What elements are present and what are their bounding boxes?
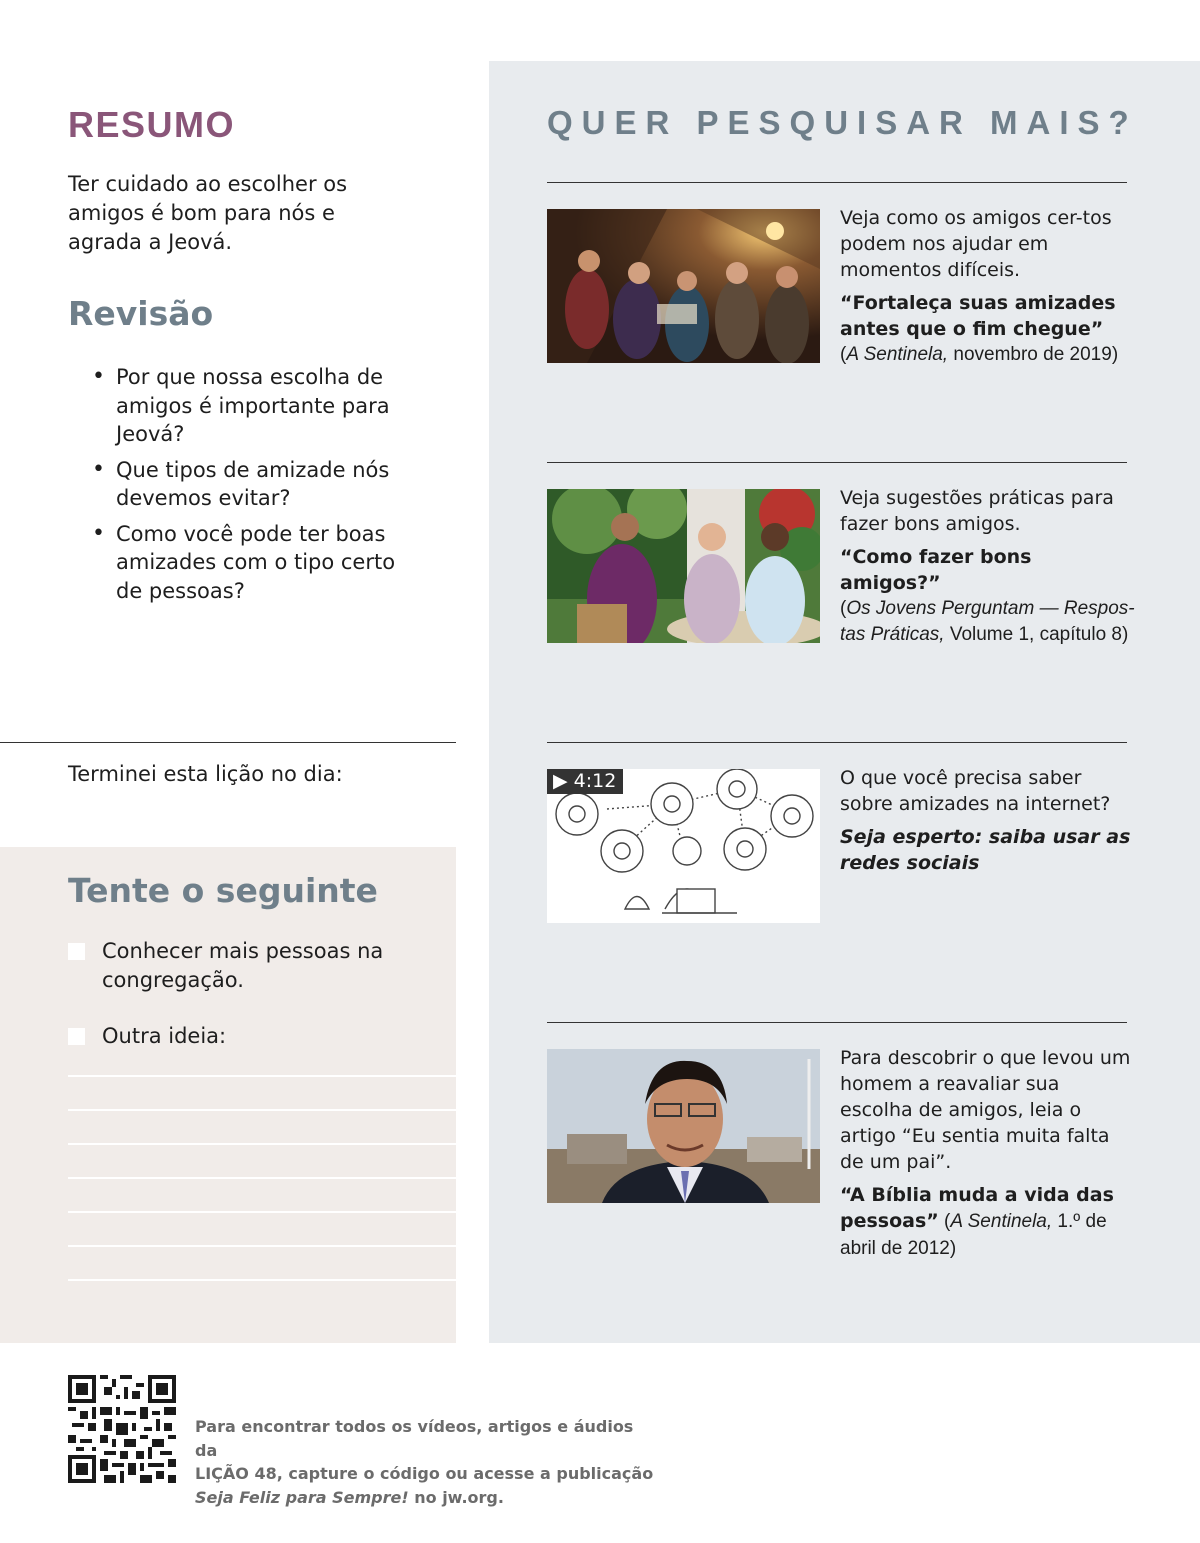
divider [547, 742, 1127, 743]
entry-source: (A Sentinela, 1.º de abril de 2012) [840, 1211, 1107, 1259]
source-date: 1.º de abril de 2012) [840, 1211, 1107, 1259]
entry-description: O que você precisa saber sobre amizades na internet? [840, 767, 1111, 815]
tente-item-label: Conhecer mais pessoas na congregação. [102, 939, 384, 992]
write-line[interactable] [68, 1279, 456, 1281]
write-line[interactable] [68, 1177, 456, 1179]
revisao-question: • Por que nossa escolha de amigos é importante para Jeová? [90, 363, 410, 449]
divider [547, 462, 1127, 463]
source-publication: Os Jovens Perguntam — Respos-tas Práticas, [840, 598, 1135, 645]
research-entry [840, 1045, 1135, 1262]
revisao-list [90, 363, 410, 612]
publication-name: Seja Feliz para Sempre! [195, 1487, 409, 1507]
terminei-label: Terminei esta lição no dia: [68, 762, 343, 786]
tente-item[interactable] [68, 1022, 428, 1051]
tente-title: Tente o seguinte [68, 871, 378, 910]
revisao-title: Revisão [68, 294, 214, 333]
footer-line: LIÇÃO 48, capture o código ou acesse a publicação [195, 1464, 654, 1483]
checkbox[interactable] [68, 1028, 85, 1045]
divider [0, 742, 456, 743]
footer-text [195, 1415, 655, 1509]
tente-box [0, 847, 456, 1343]
tente-item[interactable] [68, 937, 428, 994]
write-line[interactable] [68, 1245, 456, 1247]
video-thumbnail[interactable] [547, 769, 820, 923]
footer-line: Para encontrar todos os vídeos, artigos e áudios da [195, 1417, 634, 1460]
footer-site: no jw.org. [408, 1487, 504, 1507]
resumo-text: Ter cuidado ao escolher os amigos é bom para nós e agrada a Jeová. [68, 172, 348, 254]
write-line[interactable] [68, 1211, 456, 1213]
entry-title-group [840, 1182, 1135, 1262]
write-line[interactable] [68, 1075, 456, 1077]
checkbox[interactable] [68, 943, 85, 960]
entry-source: (Os Jovens Perguntam — Respos-tas Práticas, Volume 1, capítulo 8) [840, 598, 1135, 645]
divider [547, 182, 1127, 183]
resumo-title: RESUMO [68, 104, 236, 145]
research-entry [840, 485, 1135, 648]
entry-title-link[interactable]: Seja esperto: saiba usar as redes sociais [840, 826, 1131, 874]
entry-title-link[interactable]: “Como fazer bons amigos?” [840, 546, 1032, 594]
entry-description: Veja sugestões práticas para fazer bons amigos. [840, 487, 1114, 535]
friends-talking-image[interactable] [547, 489, 820, 643]
source-publication: A Sentinela, [846, 344, 949, 365]
entry-source: (A Sentinela, novembro de 2019) [840, 344, 1119, 365]
revisao-question: • Como você pode ter boas amizades com o tipo certo de pessoas? [90, 520, 410, 606]
revisao-question: • Que tipos de amizade nós devemos evitar? [90, 456, 410, 513]
entry-description: Veja como os amigos cer-tos podem nos ajudar em momentos difíceis. [840, 207, 1112, 281]
man-portrait-image[interactable] [547, 1049, 820, 1203]
tente-item-label: Outra ideia: [102, 1024, 227, 1048]
research-title: QUER PESQUISAR MAIS? [547, 104, 1138, 141]
attic-gathering-image[interactable] [547, 209, 820, 363]
play-icon: ▶ [553, 770, 568, 792]
source-date: novembro de 2019) [948, 344, 1119, 365]
video-duration-badge: ▶ 4:12 [547, 769, 623, 794]
source-date: Volume 1, capítulo 8) [944, 624, 1129, 645]
write-line[interactable] [68, 1143, 456, 1145]
entry-description: Para descobrir o que levou um homem a reavaliar sua escolha de amigos, leia o artigo “Eu sentia muita falta de um pai”. [840, 1047, 1131, 1173]
research-entry [840, 205, 1135, 368]
entry-title-link[interactable]: “Fortaleça suas amizades antes que o fim chegue” [840, 292, 1116, 340]
qr-code[interactable] [68, 1375, 176, 1483]
source-publication: A Sentinela, [950, 1211, 1053, 1232]
entry-title-link[interactable]: “A Bíblia muda a vida das pessoas” [840, 1184, 1114, 1232]
footer-line [195, 1486, 655, 1510]
research-entry [840, 765, 1135, 876]
write-line[interactable] [68, 1109, 456, 1111]
divider [547, 1022, 1127, 1023]
